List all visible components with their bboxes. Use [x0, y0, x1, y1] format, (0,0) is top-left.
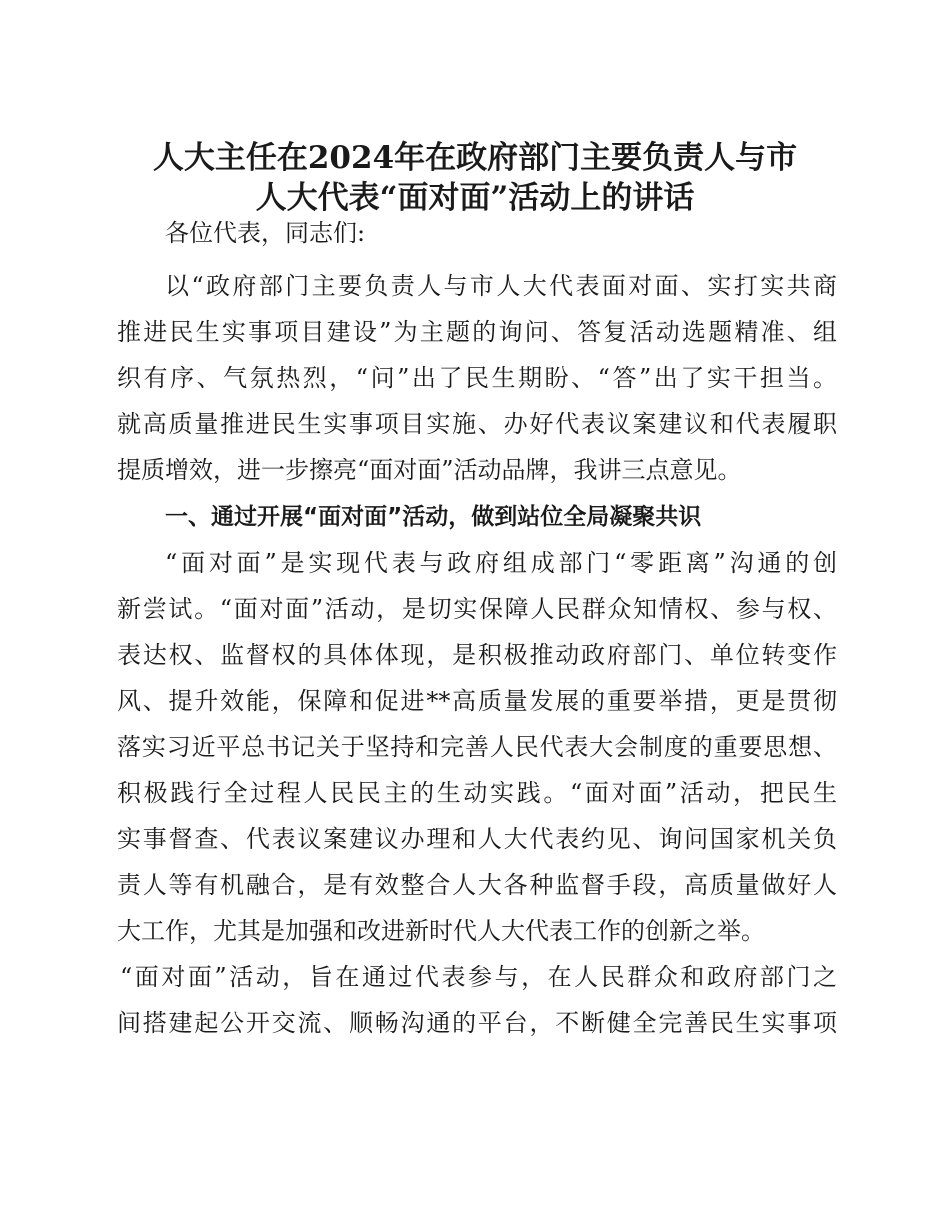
section-heading: 一、通过开展“面对面”活动，做到站位全局凝聚共识: [165, 504, 702, 530]
paragraph-line: 间搭建起公开交流、顺畅沟通的平台，不断健全完善民生实事项: [117, 1009, 837, 1037]
salutation: 各位代表，同志们:: [165, 219, 366, 247]
document-title-line-1: 人大主任在2024年在政府部门主要负责人与市: [152, 140, 798, 176]
paragraph-line: 提质增效，进一步擦亮“面对面”活动品牌，我讲三点意见。: [117, 456, 742, 484]
document-title-line-2: 人大代表“面对面”活动上的讲话: [255, 180, 695, 216]
paragraph-line: 就高质量推进民生实事项目实施、办好代表议案建议和代表履职: [117, 410, 837, 438]
paragraph-line: 风、提升效能，保障和促进**高质量发展的重要举措，更是贯彻: [117, 687, 837, 715]
paragraph-line: “面对面”活动，旨在通过代表参与，在人民群众和政府部门之: [120, 963, 837, 991]
paragraph-line: 新尝试。“面对面”活动，是切实保障人民群众知情权、参与权、: [117, 595, 837, 623]
paragraph-line: 大工作，尤其是加强和改进新时代人大代表工作的创新之举。: [117, 917, 765, 945]
paragraph-line: 织有序、气氛热烈，“问”出了民生期盼、“答”出了实干担当。: [117, 364, 837, 392]
paragraph-line: 以“政府部门主要负责人与市人大代表面对面、实打实共商: [165, 272, 837, 300]
paragraph-line: “面对面”是实现代表与政府组成部门“零距离”沟通的创: [165, 549, 837, 577]
paragraph-line: 责人等有机融合，是有效整合人大各种监督手段，高质量做好人: [117, 871, 837, 899]
paragraph-line: 落实习近平总书记关于坚持和完善人民代表大会制度的重要思想、: [117, 733, 837, 761]
paragraph-line: 推进民生实事项目建设”为主题的询问、答复活动选题精准、组: [117, 318, 837, 346]
paragraph-line: 表达权、监督权的具体体现，是积极推动政府部门、单位转变作: [117, 641, 837, 669]
paragraph-line: 实事督查、代表议案建议办理和人大代表约见、询问国家机关负: [117, 825, 837, 853]
paragraph-line: 积极践行全过程人民民主的生动实践。“面对面”活动，把民生: [117, 779, 837, 807]
